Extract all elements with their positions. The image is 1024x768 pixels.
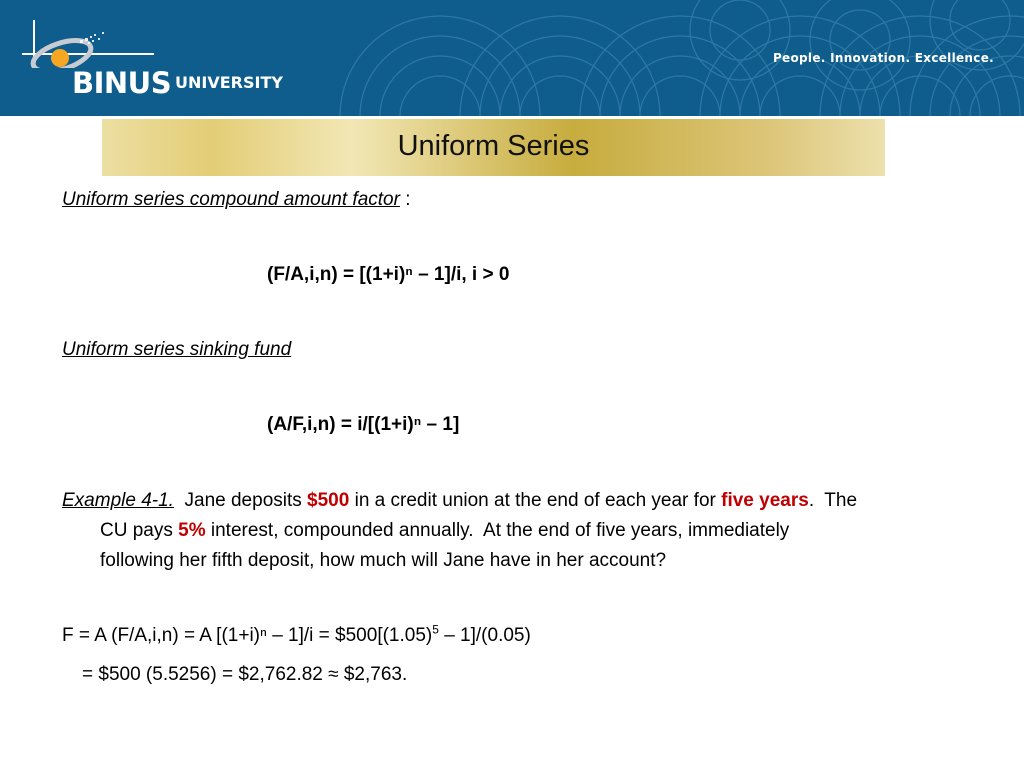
- example-text-3: . The: [808, 490, 858, 511]
- solution-text-a: F = A (F/A,i,n) = A [(1+i)ⁿ – 1]/i = $500[(1.05): [62, 625, 433, 646]
- example-label: Example 4-1.: [62, 490, 174, 511]
- header-banner: [0, 0, 1024, 116]
- example-text-4: CU pays: [100, 520, 179, 541]
- logo-subtitle: UNIVERSITY: [175, 73, 283, 92]
- solution-text-b: – 1]/(0.05): [438, 625, 531, 646]
- example-text-2: in a credit union at the end of each year for: [349, 490, 722, 511]
- example-years: five years: [721, 490, 809, 511]
- title-bar: [102, 119, 885, 176]
- slide-title: Uniform Series: [397, 130, 590, 162]
- example-text-5: interest, compounded annually. At the end of five years, immediately: [205, 520, 790, 541]
- solution-line-1: [62, 622, 531, 647]
- tagline: People. Innovation. Excellence.: [772, 51, 994, 65]
- heading-sinking-fund: Uniform series sinking fund: [62, 339, 292, 360]
- example-text-1: Jane deposits: [173, 490, 308, 511]
- example-line-1: [62, 490, 857, 512]
- example-rate: 5%: [178, 520, 206, 541]
- example-line-2: [100, 520, 789, 542]
- heading-compound-amount: [62, 189, 411, 211]
- solution-exponent: 5: [432, 622, 439, 637]
- binus-logo-icon: [22, 18, 162, 68]
- example-line-3: following her fifth deposit, how much will Jane have in her account?: [100, 550, 667, 571]
- example-amount: $500: [307, 490, 350, 511]
- heading-compound-amount-text: Uniform series compound amount factor: [62, 189, 400, 210]
- logo-name: BINUS: [72, 66, 172, 100]
- formula-sinking-fund: (A/F,i,n) = i/[(1+i)ⁿ – 1]: [267, 414, 460, 435]
- heading-compound-amount-suffix: :: [399, 189, 411, 210]
- formula-compound-amount: (F/A,i,n) = [(1+i)ⁿ – 1]/i, i > 0: [267, 264, 510, 285]
- solution-line-2: = $500 (5.5256) = $2,762.82 ≈ $2,763.: [82, 664, 408, 685]
